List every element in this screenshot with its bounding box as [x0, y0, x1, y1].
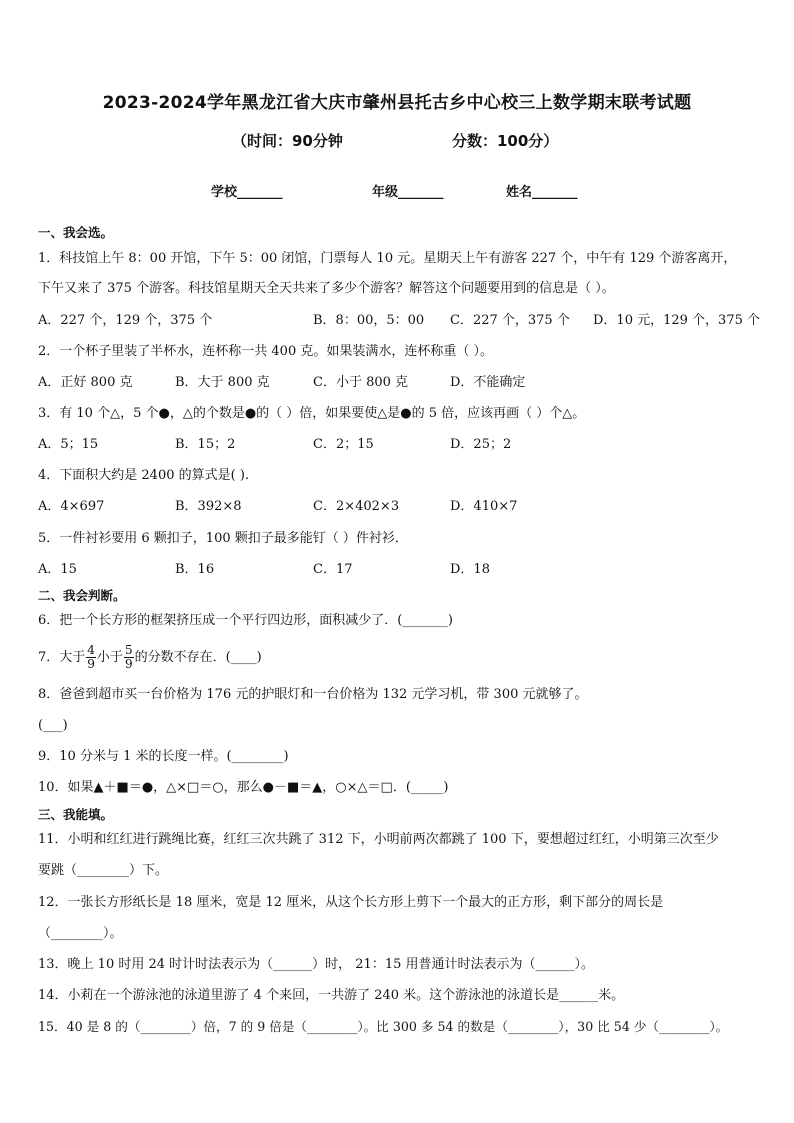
- name-field: 姓名_______: [506, 185, 578, 200]
- q2-option-c: C．小于 800 克: [313, 375, 409, 390]
- q5-option-a: A．15: [38, 562, 77, 577]
- grade-field: 年级_______: [372, 185, 444, 200]
- exam-score: 分数：100分）: [452, 132, 559, 150]
- q3-option-b: B．15；2: [175, 437, 236, 452]
- q5-option-d: D．18: [450, 562, 490, 577]
- q1-option-c: C．227 个，375 个: [450, 313, 570, 328]
- q13-text: 13．晚上 10 时用 24 时计时法表示为（______）时， 21：15 用普通计时法表示为（______）。: [38, 957, 595, 972]
- q5-line1: 5．一件衬衫要用 6 颗扣子，100 颗扣子最多能钉（ ）件衬衫．: [38, 531, 408, 546]
- section-1-heading: 一、我会选。: [38, 225, 114, 240]
- q7-middle: 小于: [96, 650, 123, 665]
- q7-text: [38, 640, 262, 676]
- q1-option-a: A．227 个，129 个，375 个: [38, 313, 213, 328]
- q3-option-c: C．2；15: [313, 437, 374, 452]
- q5-option-c: C．17: [313, 562, 353, 577]
- q7-fraction-1-denominator: 9: [87, 657, 95, 671]
- page-title: 2023-2024学年黑龙江省大庆市肇州县托古乡中心校三上数学期末联考试题: [102, 93, 692, 113]
- q4-line1: 4．下面积大约是 2400 的算式是( ).: [38, 468, 250, 483]
- q8-line1: 8．爸爸到超市买一台价格为 176 元的护眼灯和一台价格为 132 元学习机，带 300 元就够了。: [38, 687, 588, 702]
- q1-line2: 下午又来了 375 个游客。科技馆星期天全天共来了多少个游客？解答这个问题要用到的信息是（ ）。: [38, 281, 615, 296]
- q5-option-b: B．16: [175, 562, 215, 577]
- q12-line1: 12．一张长方形纸长是 18 厘米，宽是 12 厘米，从这个长方形上剪下一个最大的正方形，剩下部分的周长是: [38, 895, 664, 910]
- q2-option-b: B．大于 800 克: [175, 375, 270, 390]
- q9-text: 9．10 分米与 1 米的长度一样。(________): [38, 749, 289, 764]
- q2-option-a: A．正好 800 克: [38, 375, 133, 390]
- q7-fraction-2-numerator: 5: [124, 643, 133, 657]
- q3-line1: 3．有 10 个△，5 个●，△的个数是●的（ ）倍，如果要使△是●的 5 倍，应该再画（ ）个△。: [38, 406, 586, 421]
- section-3-heading: 三、我能填。: [38, 807, 114, 822]
- section-2-heading: 二、我会判断。: [38, 588, 126, 603]
- q2-option-d: D．不能确定: [450, 375, 526, 390]
- school-field: 学校_______: [211, 185, 283, 200]
- q3-option-a: A．5；15: [38, 437, 99, 452]
- q8-line2: (___): [38, 718, 68, 733]
- q7-fraction-1: [86, 644, 96, 671]
- q11-line2: 要跳（________）下。: [38, 863, 169, 878]
- q1-line1: 1．科技馆上午 8：00 开馆，下午 5：00 闭馆，门票每人 10 元。星期天上午有游客 227 个，中午有 129 个游客离开，: [38, 251, 737, 266]
- q7-fraction-1-numerator: 4: [87, 643, 95, 657]
- q4-option-b: B．392×8: [175, 499, 242, 514]
- q4-option-d: D．410×7: [450, 499, 518, 514]
- q4-option-a: A．4×697: [38, 499, 105, 514]
- q1-option-b: B．8：00，5：00: [313, 313, 425, 328]
- q10-text: 10．如果▲＋■＝●，△×□＝○，那么●－■＝▲，○×△＝□．(_____): [38, 780, 449, 795]
- q4-option-c: C．2×402×3: [313, 499, 400, 514]
- q11-line1: 11．小明和红红进行跳绳比赛，红红三次共跳了 312 下，小明前两次都跳了 100 下，要想超过红红，小明第三次至少: [38, 832, 719, 847]
- q7-suffix: 的分数不存在．(____): [134, 650, 262, 665]
- exam-time: （时间：90分钟: [232, 132, 343, 150]
- q7-prefix: 7．大于: [38, 650, 86, 665]
- q12-line2: （________）。: [38, 926, 123, 941]
- q7-fraction-2: [124, 644, 134, 671]
- q3-option-d: D．25；2: [450, 437, 512, 452]
- q14-text: 14．小莉在一个游泳池的泳道里游了 4 个来回，一共游了 240 米。这个游泳池的泳道长是______米。: [38, 988, 625, 1003]
- q15-text: 15．40 是 8 的（________）倍，7 的 9 倍是（________）。比 300 多 54 的数是（________），30 比 54 少（________）。: [38, 1019, 729, 1034]
- q1-option-d: D．10 元，129 个，375 个: [593, 313, 760, 328]
- q2-line1: 2．一个杯子里装了半杯水，连杯称一共 400 克。如果装满水，连杯称重（ ）。: [38, 344, 493, 359]
- q6-text: 6．把一个长方形的框架挤压成一个平行四边形，面积减少了．(_______): [38, 613, 453, 628]
- q7-fraction-2-denominator: 9: [124, 657, 133, 671]
